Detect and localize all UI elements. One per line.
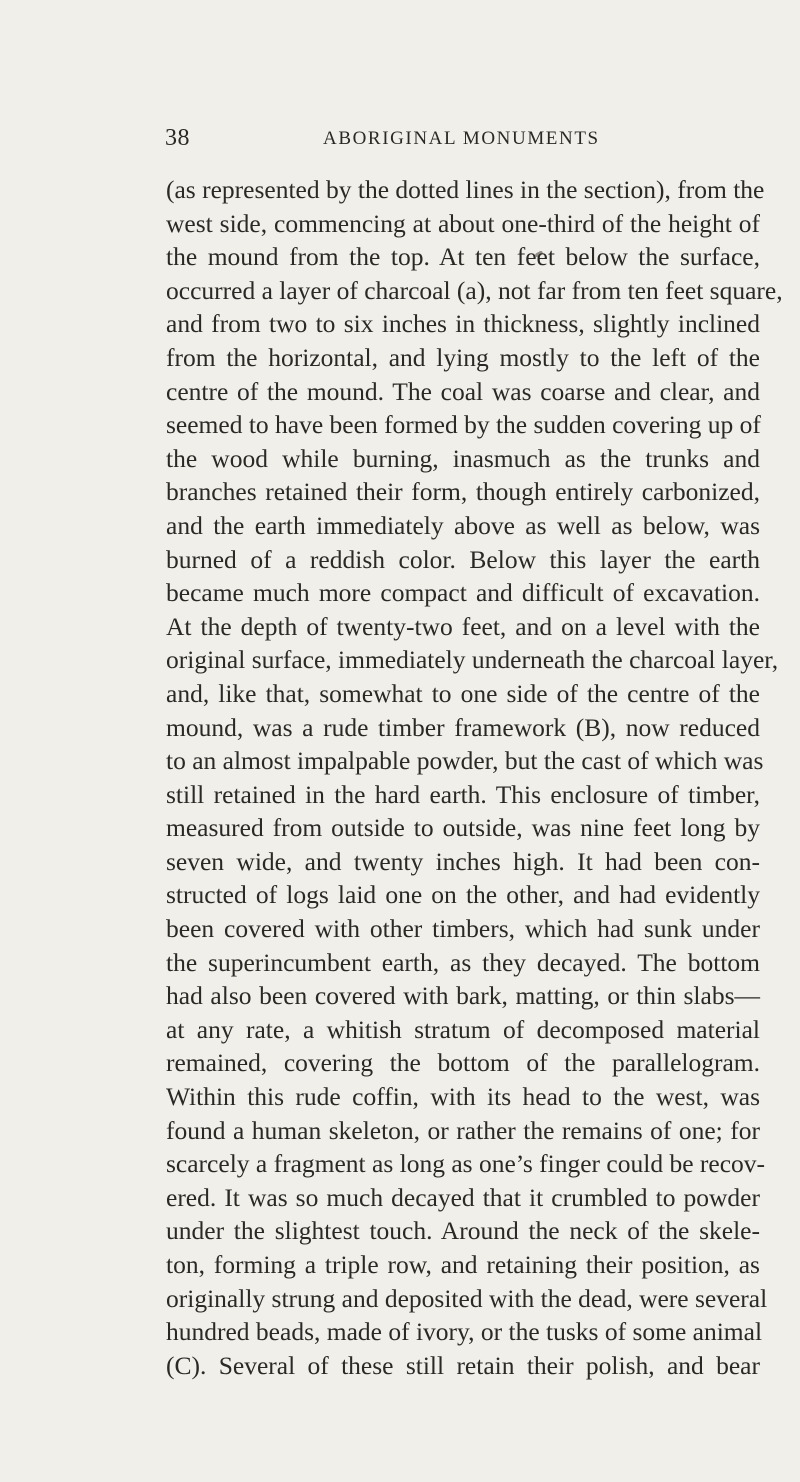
body-text bbox=[166, 173, 783, 1382]
page-header bbox=[165, 125, 800, 161]
text-line: occurred a layer of charcoal (a), not far from ten feet square, bbox=[166, 275, 783, 305]
text-line: at any rate, a whitish stratum of decomposed material bbox=[166, 1014, 760, 1044]
text-line: became much more compact and difficult of excavation. bbox=[166, 578, 760, 608]
text-line: the mound from the top. At ten feet below the surface, bbox=[166, 242, 760, 272]
text-line: ton, forming a triple row, and retaining their position, as bbox=[166, 1250, 760, 1279]
text-line: had also been covered with bark, matting, or thin slabs— bbox=[166, 981, 760, 1011]
text-line: still retained in the hard earth. This enclosure of timber, bbox=[166, 779, 760, 809]
text-line: and the earth immediately above as well as below, was bbox=[166, 510, 760, 540]
text-line: (as represented by the dotted lines in the section), from the bbox=[166, 175, 765, 204]
text-line: At the depth of twenty-two feet, and on a level with the bbox=[166, 611, 760, 641]
text-line: found a human skeleton, or rather the remains of one; for bbox=[166, 1115, 760, 1145]
text-line: the wood while burning, inasmuch as the trunks and bbox=[166, 443, 760, 473]
text-line: structed of logs laid one on the other, and had evidently bbox=[166, 880, 760, 910]
text-line: originally strung and deposited with the dead, were several bbox=[166, 1283, 768, 1313]
text-line: measured from outside to outside, was nine feet long by bbox=[166, 813, 760, 843]
text-line: hundred beads, made of ivory, or the tusks of some animal bbox=[166, 1317, 763, 1347]
text-line: seemed to have been formed by the sudden covering up of bbox=[166, 410, 761, 440]
text-line: the superincumbent earth, as they decayed. The bottom bbox=[166, 947, 760, 977]
text-line: (C). Several of these still retain their polish, and bear bbox=[166, 1350, 760, 1380]
page-number: 38 bbox=[165, 125, 190, 151]
text-line: to an almost impalpable powder, but the cast of which was bbox=[166, 746, 764, 776]
text-line: branches retained their form, though entirely carbonized, bbox=[166, 477, 760, 507]
running-title: ABORIGINAL MONUMENTS bbox=[323, 128, 600, 149]
text-line: ered. It was so much decayed that it crumbled to powder bbox=[166, 1182, 760, 1212]
text-line: and from two to six inches in thickness, slightly inclined bbox=[166, 309, 760, 339]
text-line: been covered with other timbers, which had sunk under bbox=[166, 914, 760, 944]
text-line: Within this rude coffin, with its head to the west, was bbox=[166, 1082, 760, 1112]
text-line: from the horizontal, and lying mostly to the left of the bbox=[166, 342, 760, 372]
text-line: burned of a reddish color. Below this layer the earth bbox=[166, 544, 760, 574]
text-line: and, like that, somewhat to one side of the centre of the bbox=[166, 678, 760, 708]
text-line: remained, covering the bottom of the parallelogram. bbox=[166, 1048, 760, 1078]
text-line: west side, commencing at about one-third of the height of bbox=[166, 208, 760, 238]
text-line: centre of the mound. The coal was coarse and clear, and bbox=[166, 376, 760, 406]
text-line: mound, was a rude timber framework (B), now reduced bbox=[166, 712, 760, 742]
text-line: seven wide, and twenty inches high. It had been con- bbox=[166, 846, 760, 876]
text-line: original surface, immediately underneath the charcoal layer, bbox=[166, 645, 779, 675]
text-line: under the slightest touch. Around the neck of the skele- bbox=[166, 1216, 760, 1246]
text-line: scarcely a fragment as long as one’s finger could be recov- bbox=[166, 1149, 766, 1179]
